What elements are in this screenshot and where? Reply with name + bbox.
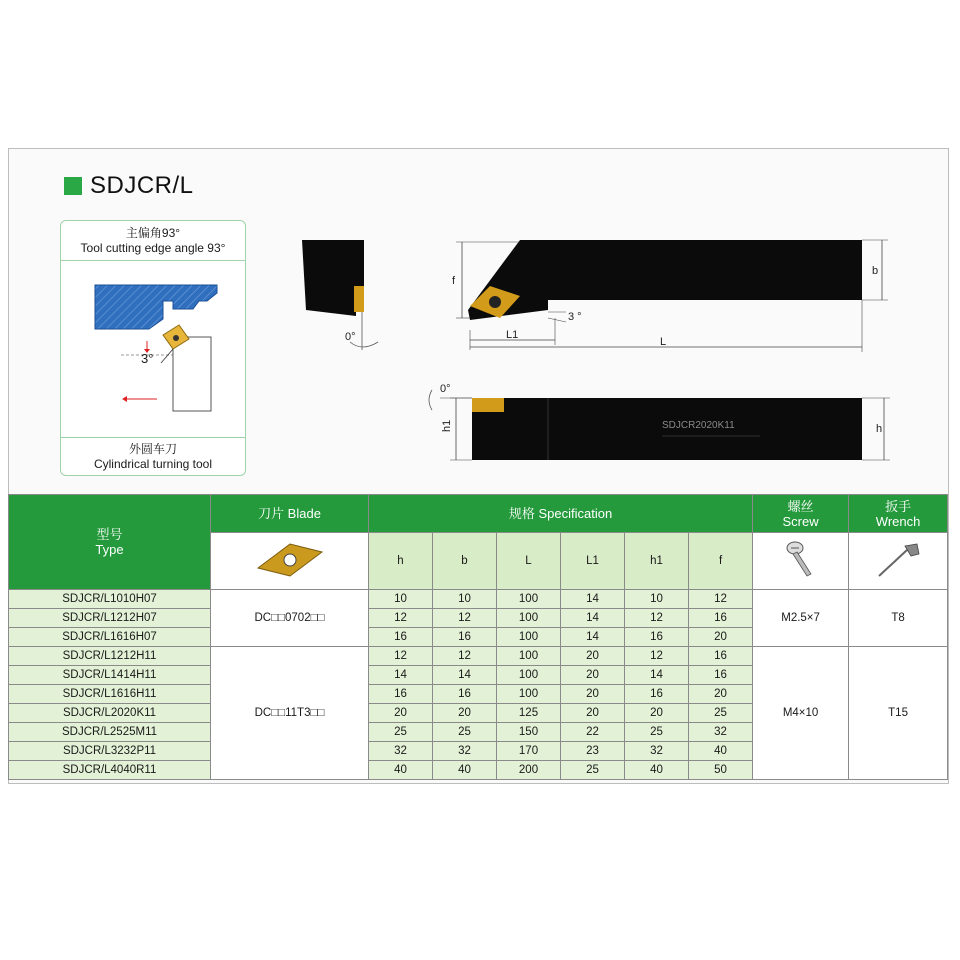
spec-cell-f: 20 [689,628,753,647]
spec-cell-b: 16 [433,628,497,647]
spec-cell-f: 16 [689,666,753,685]
spec-cell-L: 150 [497,723,561,742]
angle-3-dim-label: 3 ° [568,311,582,323]
blade-cell: DC□□11T3□□ [211,647,369,780]
dim-l-label: L [660,336,667,348]
spec-cell-f: 20 [689,685,753,704]
spec-cell-b: 16 [433,685,497,704]
type-cell: SDJCR/L1616H07 [9,628,211,647]
wrench-icon [873,538,923,582]
spec-cell-h: 25 [369,723,433,742]
spec-cell-L1: 14 [561,590,625,609]
dim-l1-label: L1 [506,329,519,341]
dim-f-label: f [452,275,456,287]
col-h: h [369,533,433,590]
spec-cell-L1: 20 [561,647,625,666]
spec-cell-L1: 20 [561,685,625,704]
spec-header: 规格 Specification [369,495,753,533]
spec-cell-h: 12 [369,647,433,666]
type-cell: SDJCR/L3232P11 [9,742,211,761]
spec-cell-h1: 12 [625,609,689,628]
wrench-cell: T15 [849,647,948,780]
spec-table [8,494,948,780]
blade-image-cell [211,533,369,590]
screw-cell: M4×10 [753,647,849,780]
type-cell: SDJCR/L1010H07 [9,590,211,609]
engraving-label: SDJCR2020K11 [662,420,735,431]
spec-cell-L1: 22 [561,723,625,742]
spec-cell-L: 100 [497,628,561,647]
col-L: L [497,533,561,590]
spec-cell-b: 12 [433,609,497,628]
spec-cell-f: 25 [689,704,753,723]
type-cell: SDJCR/L2525M11 [9,723,211,742]
dim-h-label: h [876,423,883,435]
screw-cell: M2.5×7 [753,590,849,647]
spec-cell-b: 25 [433,723,497,742]
spec-cell-L: 100 [497,590,561,609]
type-cell: SDJCR/L1616H11 [9,685,211,704]
spec-cell-L: 100 [497,647,561,666]
spec-cell-h: 16 [369,628,433,647]
spec-cell-h: 20 [369,704,433,723]
tool-en-label: Cylindrical turning tool [93,457,213,471]
type-cell: SDJCR/L1212H07 [9,609,211,628]
spec-cell-f: 16 [689,647,753,666]
spec-cell-b: 40 [433,761,497,780]
screw-header: 螺丝 Screw [753,495,849,533]
blade-header: 刀片 Blade [211,495,369,533]
spec-cell-L1: 23 [561,742,625,761]
page-title: SDJCR/L [90,172,194,199]
spec-cell-b: 32 [433,742,497,761]
angle-cn-label: 主偏角93° [125,226,181,240]
screw-icon [781,538,821,582]
side-view [429,390,890,460]
dim-h1-label: h1 [441,419,453,432]
spec-cell-L: 100 [497,685,561,704]
dim-b-label: b [872,265,879,277]
spec-cell-L1: 14 [561,609,625,628]
spec-cell-h: 10 [369,590,433,609]
spec-cell-h: 12 [369,609,433,628]
spec-cell-L1: 20 [561,704,625,723]
end-view [302,240,378,350]
spec-cell-h1: 16 [625,685,689,704]
spec-cell-h1: 12 [625,647,689,666]
clearance-top-label: 0° [345,331,356,343]
type-cell: SDJCR/L2020K11 [9,704,211,723]
spec-cell-h1: 16 [625,628,689,647]
spec-cell-h: 16 [369,685,433,704]
spec-cell-h: 32 [369,742,433,761]
spec-cell-h1: 40 [625,761,689,780]
spec-cell-b: 10 [433,590,497,609]
group-h11 [9,647,948,780]
col-f: f [689,533,753,590]
clearance-side-label: 0° [440,383,451,395]
group-h07 [9,590,948,647]
spec-cell-h: 40 [369,761,433,780]
col-b: b [433,533,497,590]
spec-cell-L: 100 [497,666,561,685]
tool-cn-label: 外圆车刀 [128,442,177,456]
table-row [9,647,948,666]
spec-cell-h1: 10 [625,590,689,609]
spec-cell-f: 32 [689,723,753,742]
spec-cell-L1: 25 [561,761,625,780]
insert-icon [250,538,330,582]
spec-cell-L: 100 [497,609,561,628]
spec-cell-b: 12 [433,647,497,666]
type-cell: SDJCR/L4040R11 [9,761,211,780]
spec-cell-b: 20 [433,704,497,723]
spec-cell-h1: 25 [625,723,689,742]
spec-cell-f: 40 [689,742,753,761]
spec-cell-b: 14 [433,666,497,685]
type-cell: SDJCR/L1414H11 [9,666,211,685]
spec-cell-L1: 14 [561,628,625,647]
type-cell: SDJCR/L1212H11 [9,647,211,666]
blade-cell: DC□□0702□□ [211,590,369,647]
col-h1: h1 [625,533,689,590]
wrench-header: 扳手 Wrench [849,495,948,533]
top-view [456,240,888,352]
wrench-image-cell [849,533,948,590]
spec-cell-f: 50 [689,761,753,780]
spec-cell-L: 125 [497,704,561,723]
spec-cell-L: 200 [497,761,561,780]
screw-image-cell [753,533,849,590]
angle-en-label: Tool cutting edge angle 93° [80,241,226,255]
spec-cell-L1: 20 [561,666,625,685]
spec-cell-h1: 20 [625,704,689,723]
table-row [9,590,948,609]
angle-3-label: 3° [141,351,154,366]
spec-cell-h1: 32 [625,742,689,761]
spec-cell-h1: 14 [625,666,689,685]
spec-cell-L: 170 [497,742,561,761]
type-header: 型号 Type [9,495,211,590]
col-L1: L1 [561,533,625,590]
spec-cell-f: 16 [689,609,753,628]
wrench-cell: T8 [849,590,948,647]
spec-cell-f: 12 [689,590,753,609]
spec-cell-h: 14 [369,666,433,685]
